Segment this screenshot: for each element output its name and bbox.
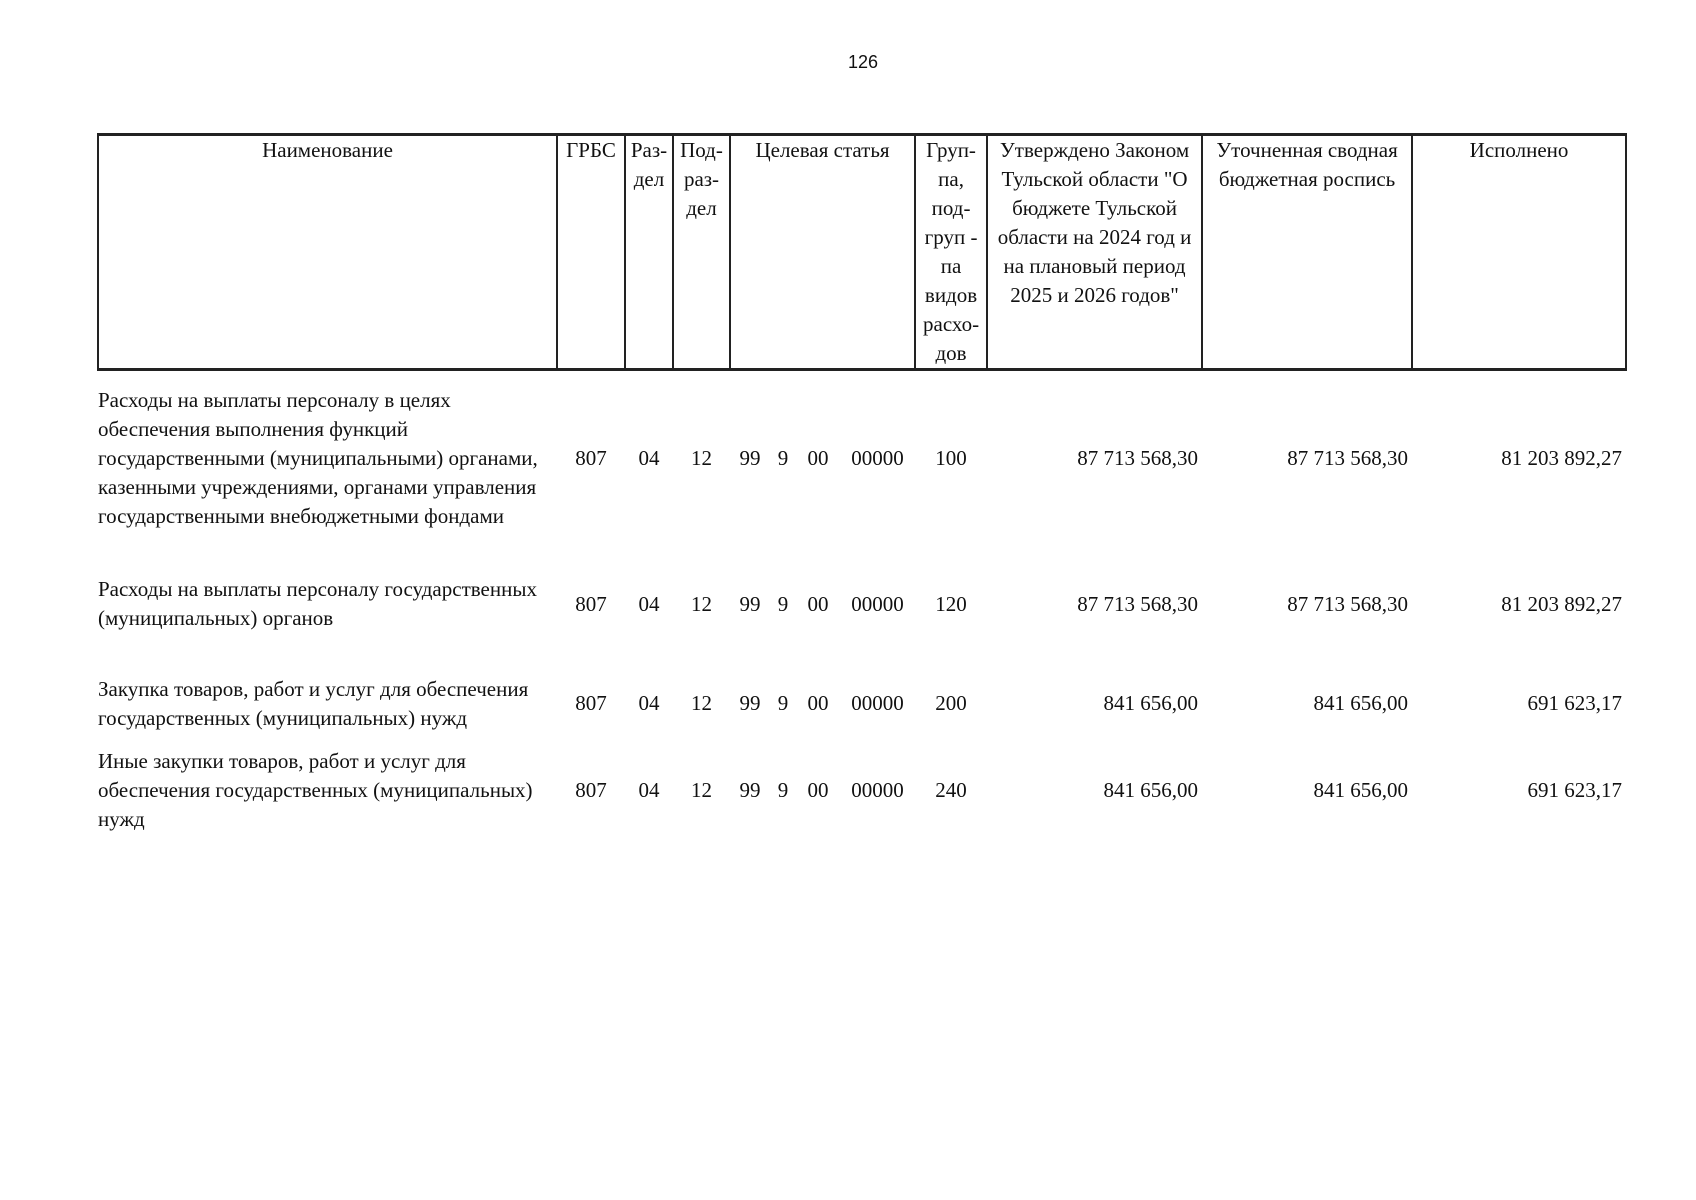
row-target-program: 99 [739,445,761,470]
header-expense-group: Груп- па, под- груп - па видов расхо- дов [915,135,987,370]
row-target-subprogram: 9 [777,591,789,616]
table-row [98,660,1626,747]
row-approved: 87 713 568,30 [1077,445,1199,470]
row-target-program: 99 [739,691,761,715]
row-target-main: 00 [807,591,829,616]
header-podrazdel: Под- раз- дел [673,135,730,370]
row-podrazdel: 12 [691,778,712,802]
page-number: 126 [847,52,879,72]
header-refined: Уточненная сводная бюджетная роспись [1202,135,1412,370]
row-grbs: 807 [575,445,607,470]
row-target-program: 99 [739,591,761,616]
row-podrazdel: 12 [691,591,712,616]
row-target-subprogram: 9 [777,778,789,802]
row-refined: 87 713 568,30 [1287,591,1409,616]
row-expense-group: 100 [935,445,967,470]
row-grbs: 807 [575,691,607,715]
row-spacer [98,545,1626,575]
row-razdel: 04 [638,691,660,715]
row-expense-group: 200 [935,691,967,715]
row-executed: 81 203 892,27 [1501,445,1623,470]
row-target-program: 99 [739,778,761,802]
row-target-subprogram: 9 [777,445,789,470]
header-executed: Исполнено [1412,135,1626,370]
header-target-article: Целевая статья [730,135,915,370]
budget-table [97,133,1627,834]
row-target-subprogram: 9 [777,691,789,715]
row-podrazdel: 12 [691,445,712,470]
table-header-row [98,135,1626,370]
row-grbs: 807 [575,591,607,616]
row-approved: 841 656,00 [1103,778,1199,802]
row-target-direction: 00000 [851,445,904,470]
row-expense-group: 240 [935,778,967,802]
row-grbs: 807 [575,778,607,802]
table-row [98,575,1626,633]
table-row [98,747,1626,834]
row-refined: 841 656,00 [1313,691,1409,715]
row-target-direction: 00000 [851,591,904,616]
header-razdel: Раз- дел [625,135,673,370]
row-razdel: 04 [638,591,660,616]
table-row [98,370,1626,546]
row-target-main: 00 [807,445,829,470]
row-target-main: 00 [807,691,829,715]
row-approved: 87 713 568,30 [1077,591,1199,616]
row-expense-group: 120 [935,591,967,616]
header-approved: Утверждено Законом Тульской области "О бюджете Тульской области на 2024 год и на плановый период 2025 и 2026 годов" [987,135,1202,370]
header-name: Наименование [98,135,557,370]
row-target-main: 00 [807,778,829,802]
row-approved: 841 656,00 [1103,691,1199,715]
row-name: Расходы на выплаты персоналу государственных (муниципальных) органов [98,577,537,630]
header-grbs: ГРБС [557,135,625,370]
row-refined: 841 656,00 [1313,778,1409,802]
row-podrazdel: 12 [691,691,712,715]
row-name: Иные закупки товаров, работ и услуг для обеспечения государственных (муниципальных) нужд [98,749,533,831]
row-executed: 691 623,17 [1527,691,1623,715]
row-executed: 691 623,17 [1527,778,1623,802]
row-name: Расходы на выплаты персоналу в целях обеспечения выполнения функций государственными (муниципальными) органами, казенными учреждениями, органами управления государственными внебюджетными фондами [98,387,538,528]
row-name: Закупка товаров, работ и услуг для обеспечения государственных (муниципальных) нужд [98,676,529,730]
row-executed: 81 203 892,27 [1501,591,1623,616]
row-target-direction: 00000 [851,778,904,802]
row-target-direction: 00000 [851,691,904,715]
row-razdel: 04 [638,778,660,802]
row-spacer [98,633,1626,660]
row-razdel: 04 [638,445,660,470]
row-refined: 87 713 568,30 [1287,445,1409,470]
